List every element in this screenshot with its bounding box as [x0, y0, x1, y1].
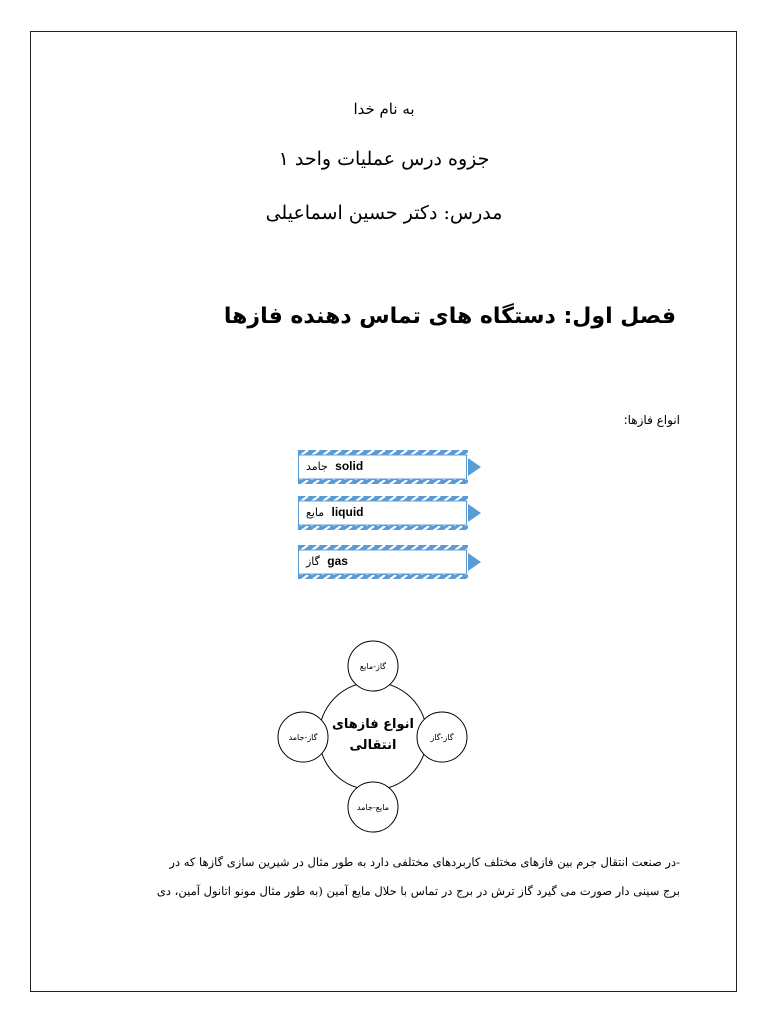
- chip-label: [306, 554, 348, 568]
- top-label: گاز-مایع: [359, 662, 387, 671]
- basmala: به نام خدا: [353, 100, 415, 118]
- chip-label-fa: مایع: [306, 506, 325, 519]
- chip-label-en: liquid: [331, 505, 364, 519]
- phase-chip-liquid: [298, 496, 483, 530]
- chip-label-en: solid: [335, 459, 364, 473]
- course-title: جزوه درس عملیات واحد ۱: [278, 148, 490, 170]
- teacher-name: مدرس: دکتر حسین اسماعیلی: [265, 202, 503, 224]
- phase-cycle-diagram: [268, 640, 478, 840]
- body-paragraph: [82, 848, 680, 906]
- left-label: گاز-جامد: [288, 733, 318, 742]
- chip-label: [306, 459, 363, 473]
- phase-chip-gas: [298, 545, 483, 579]
- center-circle: [319, 682, 427, 790]
- center-label-line1: انواع فازهای: [331, 717, 415, 732]
- bottom-label: مایع-جامد: [357, 803, 389, 812]
- paragraph-line: برج سینی دار صورت می گیرد گاز ترش در برج در تماس با حلال مایع آمین (به طور مثال مونو اتانول آمین، دی: [156, 884, 680, 898]
- chip-label: [306, 505, 364, 519]
- center-label-line2: انتقالی: [349, 738, 397, 753]
- chip-label-fa: گاز: [306, 555, 320, 568]
- right-label: گاز-گاز: [430, 733, 454, 742]
- paragraph-line: -در صنعت انتقال جرم بین فازهای مختلف کاربردهای مختلفی دارد به طور مثال در شیرین سازی گازها که در: [169, 855, 680, 869]
- chapter-heading: فصل اول: دستگاه های تماس دهنده فازها: [223, 304, 676, 329]
- chip-label-en: gas: [327, 554, 348, 568]
- chip-label-fa: جامد: [306, 460, 328, 473]
- phase-chip-solid: [298, 450, 483, 484]
- phases-label: انواع فازها:: [623, 413, 680, 427]
